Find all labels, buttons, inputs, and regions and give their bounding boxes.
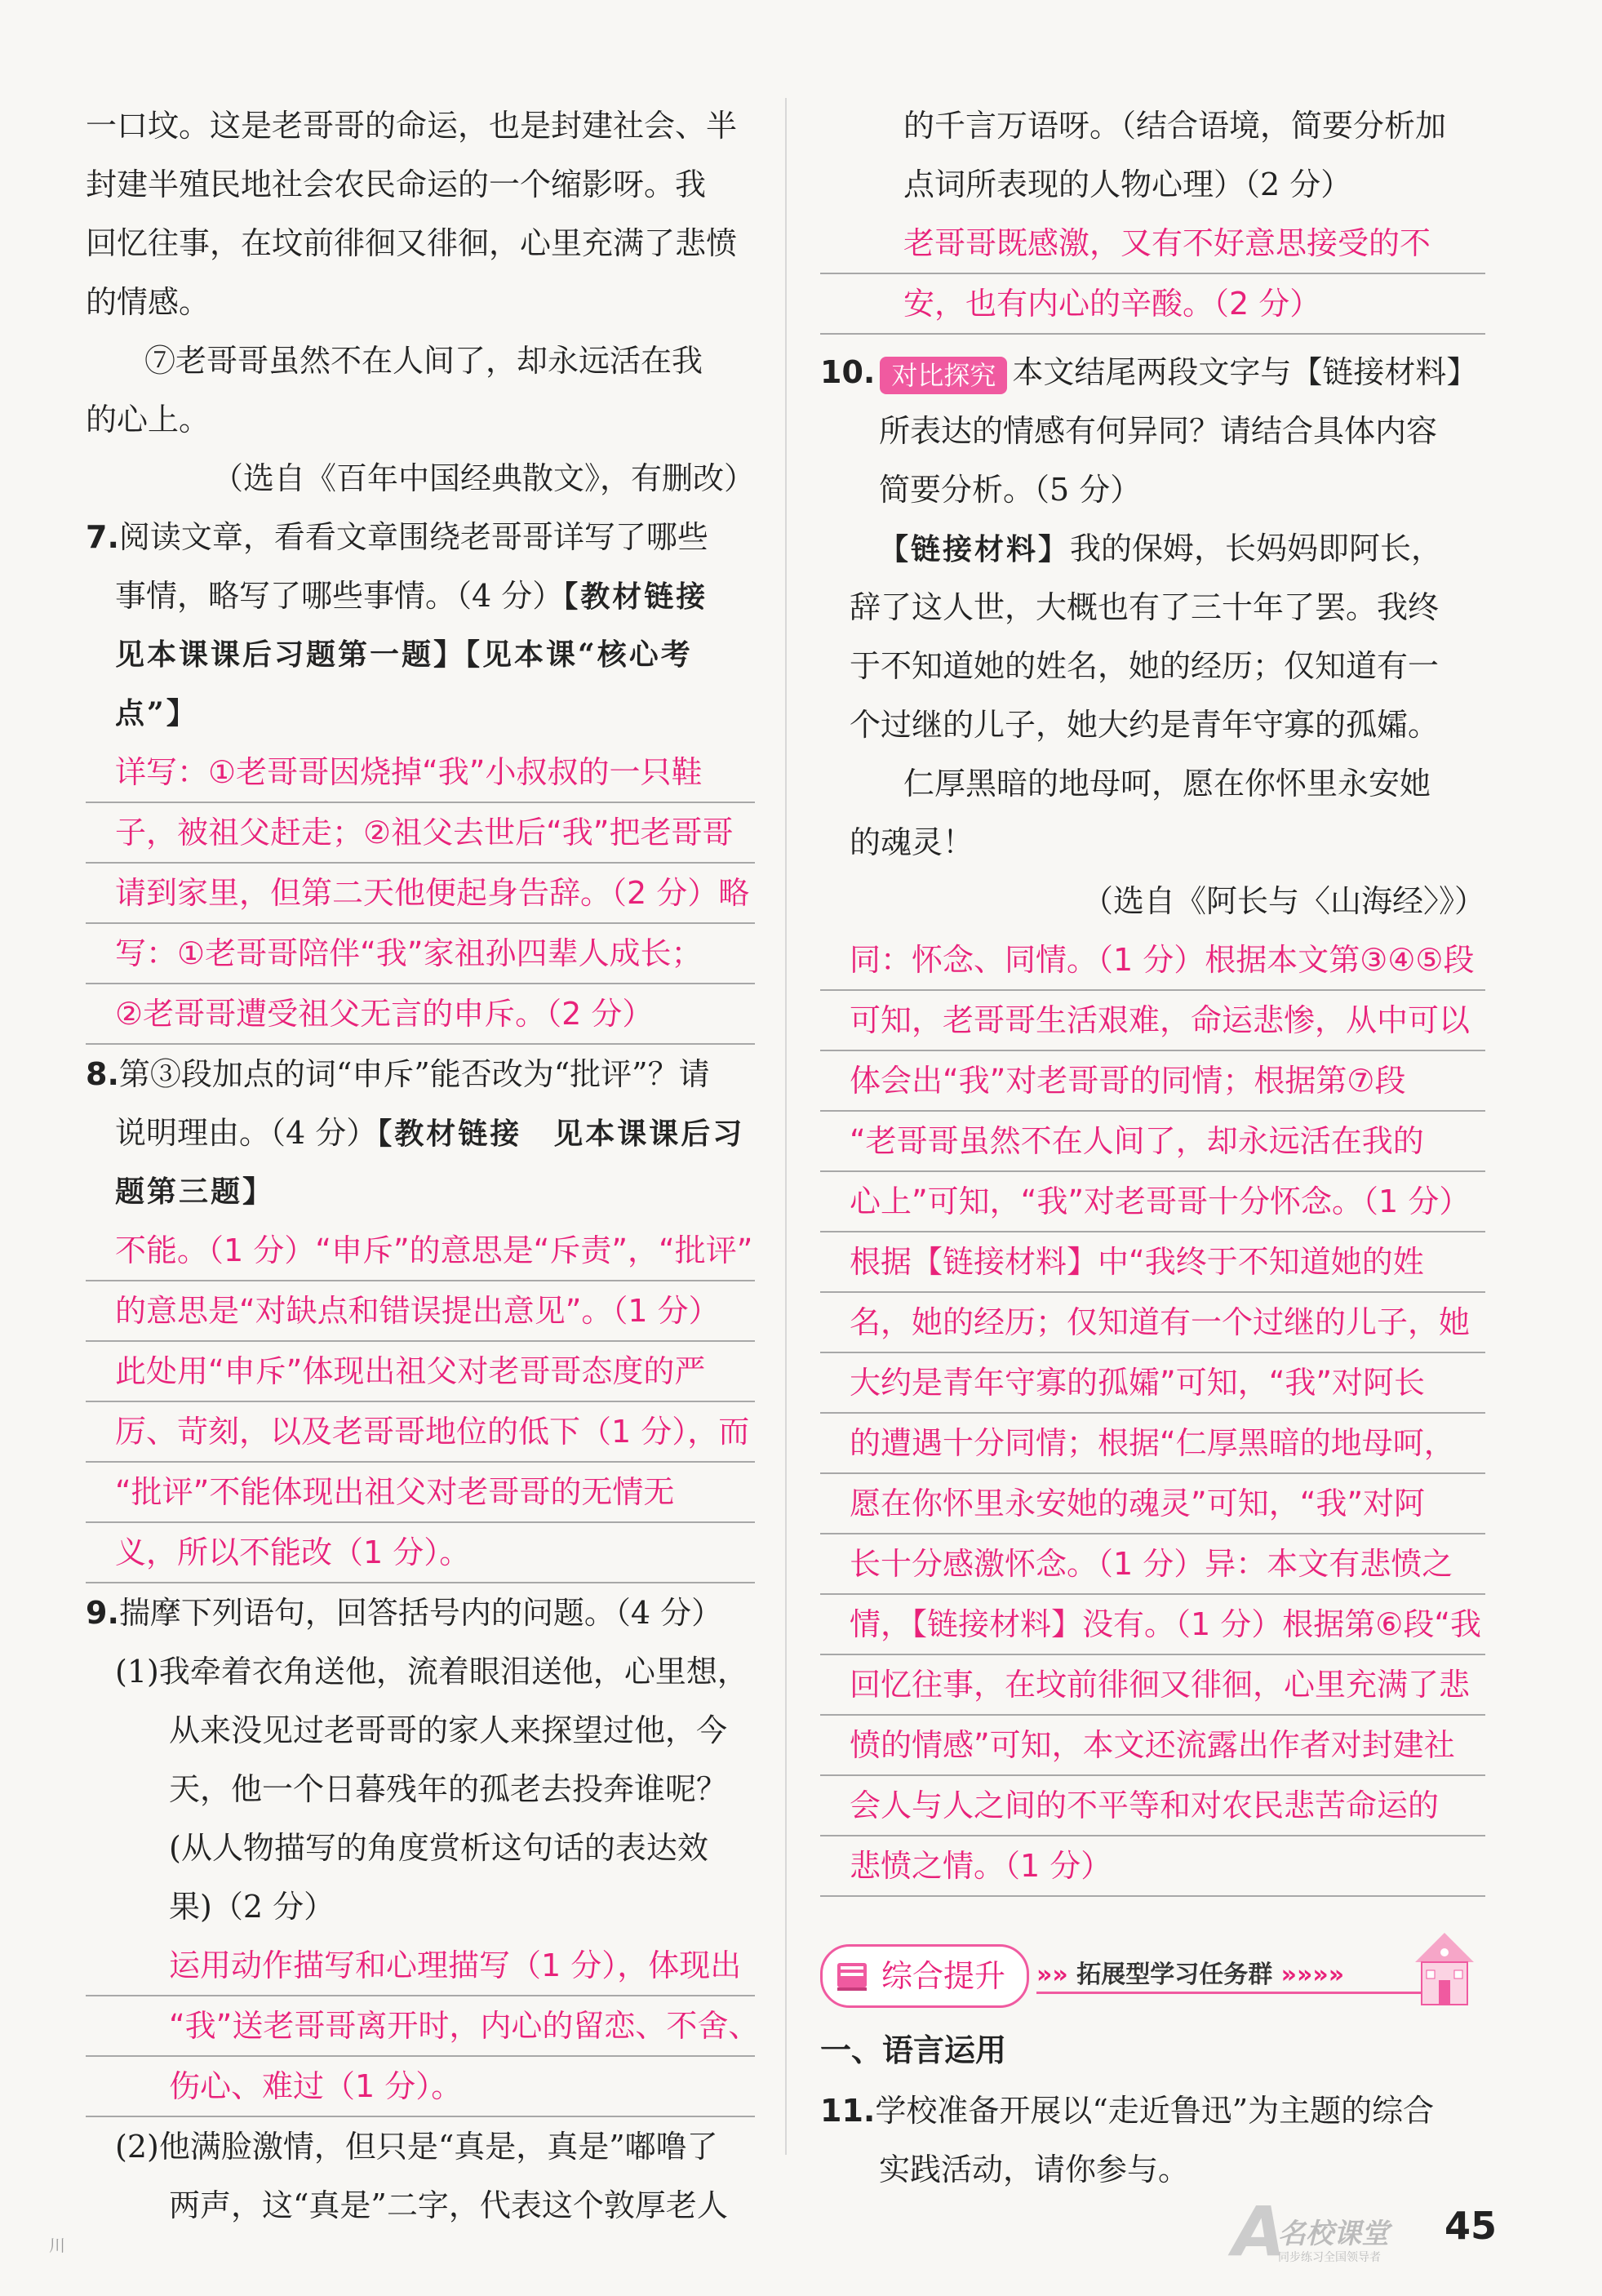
subquestion-text: 的千言万语呀。（结合语境，简要分析加 bbox=[903, 108, 1447, 144]
logo-letter: A bbox=[1232, 2192, 1286, 2272]
answer-line: 安，也有内心的辛酸。（2 分） bbox=[820, 274, 1485, 335]
text-line: 封建半殖民地社会农民命运的一个缩影呀。我 bbox=[86, 167, 707, 202]
column-divider bbox=[785, 98, 787, 2155]
answer-line: ②老哥哥遭受祖父无言的申斥。（2 分） bbox=[86, 984, 755, 1045]
question-number: 11. bbox=[820, 2093, 876, 2129]
answer-line: 厉、苛刻，以及老哥哥地位的低下（1 分），而 bbox=[86, 1402, 755, 1463]
subquestion-text: 两声，这“真是”二字，代表这个敦厚老人 bbox=[169, 2187, 728, 2223]
link-material-label: 【链接材料】 bbox=[879, 532, 1071, 566]
subquestion-text: 从来没见过老哥哥的家人来探望过他，今 bbox=[169, 1712, 728, 1748]
brand-slogan: 同步练习全国领导者 bbox=[1278, 2251, 1381, 2264]
paragraph-7 bbox=[86, 331, 755, 449]
text-line: ⑦老哥哥虽然不在人间了，却永远活在我 bbox=[144, 343, 703, 379]
answer-line: 名，她的经历；仅知道有一个过继的儿子，她 bbox=[820, 1293, 1485, 1353]
banner-subtitle-bar bbox=[1036, 1959, 1461, 1994]
question-11 bbox=[820, 2081, 1485, 2199]
textbook-link: 【教材链接 bbox=[563, 580, 708, 614]
source-citation: （选自《阿长与〈山海经〉》） bbox=[1081, 883, 1485, 919]
answer-line: 的意思是“对缺点和错误提出意见”。（1 分） bbox=[86, 1281, 755, 1342]
double-arrow-icon: »»»» bbox=[1280, 1961, 1345, 1989]
question-text: 简要分析。（5 分） bbox=[879, 472, 1142, 508]
answer-line: 老哥哥既感激，又有不好意思接受的不 bbox=[820, 214, 1485, 274]
brand-logo bbox=[1232, 2192, 1428, 2272]
question-9 bbox=[86, 1583, 760, 2235]
text-line: 的心上。 bbox=[86, 402, 211, 437]
answer-line: 大约是青年守寡的孤孀”可知，“我”对阿长 bbox=[820, 1353, 1485, 1414]
question-number: 7. bbox=[86, 519, 119, 555]
right-column bbox=[820, 96, 1485, 2199]
textbook-link: 见本课课后习题第一题】【见本课“核心考 bbox=[115, 637, 693, 672]
answer-line: 不能。（1 分）“申斥”的意思是“斥责”，“批评” bbox=[86, 1221, 755, 1281]
subquestion-text: 点词所表现的人物心理）（2 分） bbox=[903, 167, 1352, 202]
answer-line: 义，所以不能改（1 分）。 bbox=[86, 1523, 755, 1583]
schoolhouse-icon bbox=[1412, 1930, 1477, 2011]
text-line: 的魂灵！ bbox=[850, 824, 974, 860]
answer-line: 的遭遇十分同情；根据“仁厚黑暗的地母呵， bbox=[820, 1414, 1485, 1474]
footer-mark: 川 bbox=[49, 2236, 65, 2255]
answer-line: 长十分感激怀念。（1 分）异：本文有悲愤之 bbox=[820, 1534, 1485, 1595]
answer-line: 请到家里，但第二天他便起身告辞。（2 分）略 bbox=[86, 864, 755, 924]
section-heading: 一、语言运用 bbox=[820, 2032, 1007, 2068]
question-number: 9. bbox=[86, 1595, 119, 1631]
question-9-continued bbox=[820, 96, 1485, 335]
subquestion-text: (1)我牵着衣角送他，流着眼泪送他，心里想， bbox=[115, 1654, 748, 1690]
text-line: 一口坟。这是老哥哥的命运，也是封建社会、半 bbox=[86, 108, 738, 144]
question-10 bbox=[820, 343, 1485, 1897]
text-line: 回忆往事，在坟前徘徊又徘徊，心里充满了悲愤 bbox=[86, 225, 738, 261]
subquestion-text: 天，他一个日暮残年的孤老去投奔谁呢？ bbox=[169, 1771, 728, 1807]
book-icon bbox=[834, 1958, 870, 1994]
answer-line: “老哥哥虽然不在人间了，却永远活在我的 bbox=[820, 1112, 1485, 1172]
answer-line: 子，被祖父赶走；②祖父去世后“我”把老哥哥 bbox=[86, 803, 755, 864]
answer-line: 愤的情感”可知，本文还流露出作者对封建社 bbox=[820, 1716, 1485, 1776]
answer-9-1 bbox=[86, 1936, 760, 2117]
answer-7 bbox=[86, 743, 755, 1045]
answer-line: 心上”可知，“我”对老哥哥十分怀念。（1 分） bbox=[820, 1172, 1485, 1232]
answer-line: 可知，老哥哥生活艰难，命运悲惨，从中可以 bbox=[820, 991, 1485, 1051]
subquestion-text: 果)（2 分） bbox=[169, 1889, 335, 1925]
answer-line: 详写：①老哥哥因烧掉“我”小叔叔的一只鞋 bbox=[86, 743, 755, 803]
question-text: 本文结尾两段文字与【链接材料】 bbox=[1012, 354, 1478, 390]
question-text: 事情，略写了哪些事情。（4 分） bbox=[115, 578, 564, 614]
banner-subtitle: 拓展型学习任务群 bbox=[1076, 1961, 1273, 1989]
link-material bbox=[820, 519, 1485, 930]
answer-line: 回忆往事，在坟前徘徊又徘徊，心里充满了悲 bbox=[820, 1655, 1485, 1716]
source-citation: （选自《百年中国经典散文》，有删改） bbox=[211, 460, 755, 496]
banner-pill bbox=[820, 1944, 1029, 2008]
answer-line: 会人与人之间的不平等和对农民悲苦命运的 bbox=[820, 1776, 1485, 1836]
paragraph-6 bbox=[86, 96, 755, 331]
text-line: 于不知道她的姓名，她的经历；仅知道有一 bbox=[850, 648, 1440, 684]
question-text: 学校准备开展以“走近鲁迅”为主题的综合 bbox=[875, 2093, 1435, 2129]
answer-10 bbox=[820, 930, 1485, 1897]
answer-line: 情，【链接材料】没有。（1 分）根据第⑥段“我 bbox=[820, 1595, 1485, 1655]
answer-line: 此处用“申斥”体现出祖父对老哥哥态度的严 bbox=[86, 1342, 755, 1402]
question-7 bbox=[86, 508, 755, 1045]
text-line: 仁厚黑暗的地母呵，愿在你怀里永安她 bbox=[903, 766, 1431, 802]
answer-line: 愿在你怀里永安她的魂灵”可知，“我”对阿 bbox=[820, 1474, 1485, 1534]
question-text: 揣摩下列语句，回答括号内的问题。（4 分） bbox=[118, 1595, 723, 1631]
answer-line: 同：怀念、同情。（1 分）根据本文第③④⑤段 bbox=[820, 930, 1485, 991]
question-text: 第③段加点的词“申斥”能否改为“批评”？请 bbox=[118, 1056, 710, 1092]
answer-line: “批评”不能体现出祖父对老哥哥的无情无 bbox=[86, 1463, 755, 1523]
left-column bbox=[86, 96, 760, 2235]
answer-line: 悲愤之情。（1 分） bbox=[820, 1836, 1485, 1897]
question-8 bbox=[86, 1045, 755, 1583]
question-text: 实践活动，请你参与。 bbox=[879, 2152, 1190, 2187]
comprehensive-improvement-banner bbox=[820, 1930, 1485, 2019]
brand-name: 名校课堂 bbox=[1278, 2218, 1389, 2250]
textbook-link: 点”】 bbox=[115, 696, 198, 731]
subquestion-text: (从人物描写的角度赏析这句话的表达效 bbox=[169, 1830, 708, 1866]
subquestion-text: (2)他满脸激情，但只是“真是，真是”嘟噜了 bbox=[115, 2129, 718, 2165]
double-arrow-icon: »» bbox=[1036, 1961, 1068, 1989]
question-number: 8. bbox=[86, 1056, 119, 1092]
answer-line: “我”送老哥哥离开时，内心的留恋、不舍、 bbox=[86, 1996, 755, 2057]
answer-line: 写：①老哥哥陪伴“我”家祖孙四辈人成长； bbox=[86, 924, 755, 984]
answer-line: 伤心、难过（1 分）。 bbox=[86, 2057, 755, 2117]
textbook-link: 题第三题】 bbox=[115, 1175, 275, 1209]
text-line: 我的保姆，长妈妈即阿长， bbox=[1070, 531, 1443, 566]
answer-line: 根据【链接材料】中“我终于不知道她的姓 bbox=[820, 1232, 1485, 1293]
question-text: 阅读文章，看看文章围绕老哥哥详写了哪些 bbox=[118, 519, 708, 555]
question-text: 说明理由。（4 分） bbox=[115, 1115, 378, 1151]
contrast-inquiry-tag: 对比探究 bbox=[880, 357, 1007, 394]
text-line: 辞了这人世，大概也有了三十年了罢。我终 bbox=[850, 589, 1440, 625]
answer-line: 运用动作描写和心理描写（1 分），体现出 bbox=[86, 1936, 755, 1996]
textbook-link: 【教材链接 见本课课后习 bbox=[377, 1117, 745, 1151]
banner-title: 综合提升 bbox=[881, 1958, 1006, 1994]
text-line: 个过继的儿子，她大约是青年守寡的孤孀。 bbox=[850, 707, 1440, 743]
question-text: 所表达的情感有何异同？请结合具体内容 bbox=[879, 413, 1438, 449]
question-number: 10. bbox=[820, 354, 876, 390]
text-line: 的情感。 bbox=[86, 284, 211, 320]
page-number: 45 bbox=[1444, 2204, 1498, 2248]
answer-8 bbox=[86, 1221, 755, 1583]
answer-line: 体会出“我”对老哥哥的同情；根据第⑦段 bbox=[820, 1051, 1485, 1112]
